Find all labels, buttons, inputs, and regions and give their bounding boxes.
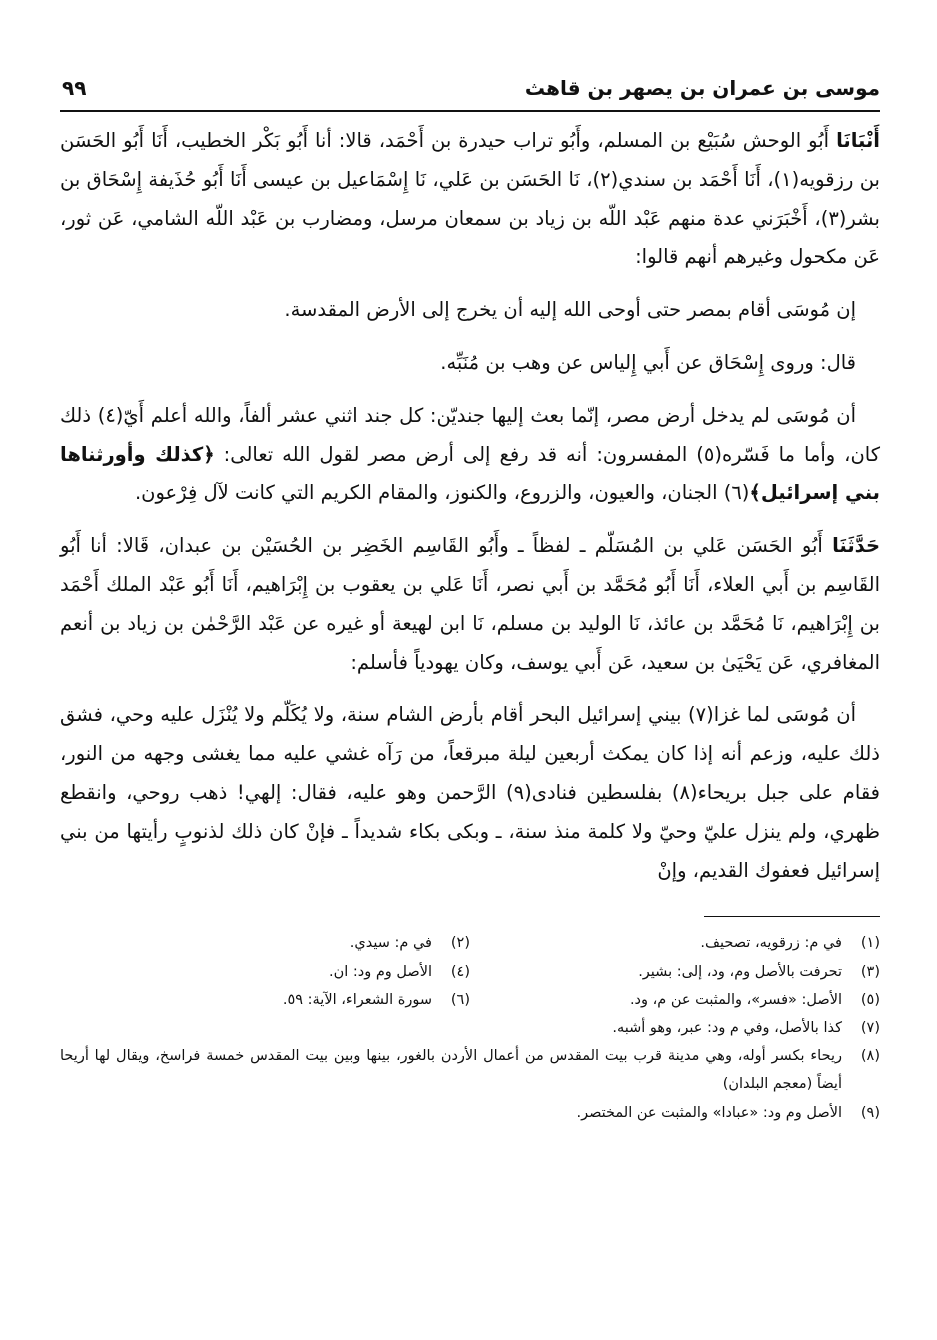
footnote-row xyxy=(60,986,880,1014)
footnote-number: (١) xyxy=(860,935,880,952)
isnad-lead-word: أَنْبَانَا xyxy=(836,129,880,152)
page-number: ٩٩ xyxy=(62,76,87,100)
footnote xyxy=(60,1042,880,1098)
paragraph-text: أن مُوسَى لم يدخل أرض مصر، إنّما بعث إليها جنديّن: كل جند اثني عشر ألفاً، والله أعلم أَيّ(٤) ذلك كان، وأما ما فَسّره(٥) المفسرون: أنه قد رفع إلى أرض مصر لقول الله تعالى: xyxy=(60,403,880,466)
paragraph-text: أَبُو الوحش سُبَيْع بن المسلم، وأَبُو تراب حيدرة بن أَحْمَد، قالا: أنا أَبُو بَكْر الخطيب، أَنَا أَبُو الحَسَن بن رزقويه(١)، أَنَا أَحْمَد بن سندي(٢)، نَا الحَسَن بن عَلي، نَا إِسْمَاعيل بن عيسى أَنَا أَبُو حُذَيفة إِسْحَاق بن بشر(٣)، أَخْبَرَني عدة منهم عَبْد اللّه بن زياد بن سمعان مرسل، ومضارب بن عَبْد اللّه الشامي، عَن ثور، عَن مكحول وغيرهم أنهم قالوا: xyxy=(60,129,880,269)
paragraph: إن مُوسَى أقام بمصر حتى أوحى الله إليه أن يخرج إلى الأرض المقدسة. xyxy=(284,298,856,322)
paragraph-gap xyxy=(60,682,880,696)
footnote-number: (٩) xyxy=(860,1104,880,1121)
paragraph-gap xyxy=(60,513,880,527)
footnote-text: تحرفت بالأصل وم، ود، إلى: بشير. xyxy=(638,963,842,980)
main-text xyxy=(60,122,880,890)
footnote-text: سورة الشعراء، الآية: ٥٩. xyxy=(282,991,432,1008)
footnote xyxy=(60,958,470,986)
paragraph: قال: وروى إِسْحَاق عن أَبي إِلياس عن وهب بن مُنَبِّه. xyxy=(440,350,856,374)
footnote-number: (٢) xyxy=(450,935,470,952)
footnote-number: (٣) xyxy=(860,963,880,980)
footnotes xyxy=(60,929,880,1126)
footnote-text: الأصل وم ود: ان. xyxy=(328,963,432,980)
footnote-text: الأصل وم ود: «عبادا» والمثبت عن المختصر. xyxy=(576,1104,842,1121)
footnote xyxy=(470,929,880,957)
footnote-number: (٥) xyxy=(860,991,880,1008)
paragraph-gap xyxy=(60,383,880,397)
isnad-lead-word: حَدَّثَنَا xyxy=(832,534,880,558)
footnote-text: في م: زرقويه، تصحيف. xyxy=(700,935,842,952)
footnote-text: في م: سيدي. xyxy=(349,935,432,952)
footnote-number: (٨) xyxy=(860,1048,880,1065)
footnote-text: الأصل: «فسر»، والمثبت عن م، ود. xyxy=(629,991,842,1008)
footnote-row xyxy=(60,958,880,986)
paragraph-gap xyxy=(60,330,880,344)
running-title: موسى بن عمران بن يصهر بن قاهث xyxy=(524,76,880,100)
footnote-text: كذا بالأصل، وفي م ود: عبر، وهو أشبه. xyxy=(612,1019,842,1036)
page-header xyxy=(60,70,880,112)
footnote-row xyxy=(60,929,880,957)
paragraph xyxy=(60,122,880,277)
paragraph-text: أَبُو الحَسَن عَلي بن المُسَلّم ـ لفظاً ـ وأَبُو القَاسِم الخَضِر بن الحُسَيْن بن عبدان، قَالا: أنا أَبُو القَاسِم بن أَبي العلاء، أَنَا أَبُو مُحَمَّد بن أَبي نصر، أَنَا عَلي بن يعقوب بن إِبْرَاهيم، أَنَا أَبُو عَبْد الملك أَحْمَد بن إِبْرَاهيم، نَا مُحَمَّد بن عائذ، نَا الوليد بن مسلم، نَا ابن لهيعة أو غيره عن عَبْد الرَّحْمٰن بن زياد بن أنعم المغافري، عَن يَحْيَىٰ بن سعيد، عَن أَبي يوسف، وكان يهودياً فأسلم: xyxy=(60,534,880,674)
paragraph xyxy=(60,397,880,513)
footnote-text: ريحاء بكسر أوله، وهي مدينة قرب بيت المقدس من أعمال الأردن بالغور، بينها وبين بيت المقدس خمسة فراسخ، ويقال لها أريحا أيضاً (معجم البلدان) xyxy=(60,1048,842,1093)
footnote-number: (٧) xyxy=(860,1019,880,1036)
footnote xyxy=(470,958,880,986)
footnote xyxy=(60,929,470,957)
footnote-number: (٦) xyxy=(450,991,470,1008)
book-page xyxy=(60,70,880,1310)
footnote-number: (٤) xyxy=(450,963,470,980)
footnote-separator xyxy=(704,916,880,917)
paragraph xyxy=(60,527,880,682)
footnote xyxy=(470,986,880,1014)
quran-verse: ﴿كذلك وأورثناها بني إسرائيل﴾ xyxy=(60,442,880,505)
footnote xyxy=(60,1099,880,1127)
paragraph: أن مُوسَى لما غزا(٧) بيني إسرائيل البحر أقام بأرض الشام سنة، ولا يُكَلّم ولا يُنْزَل عليه وحي، فشق ذلك عليه، وزعم أنه إذا كان يمكث أربعين ليلة مبرقعاً، من رَآه غشي عليه مما يغشى وجهه من النور، فقام على جبل بريحاء(٨) بفلسطين فنادى(٩) الرَّحمن وهو عليه، فقال: إلهي! ذهب روحي، وانقطع ظهري، ولم ينزل عليّ وحيّ ولا كلمة منذ سنة، ـ وبكى بكاء شديداً ـ فإنْ كان ذلك لذنوبٍ رأيتها من بني إسرائيل فعفوك القديم، وإنْ xyxy=(60,703,881,882)
footnote xyxy=(60,986,470,1014)
footnote xyxy=(60,1014,880,1042)
paragraph-gap xyxy=(60,277,880,291)
paragraph-text: (٦) الجنان، والعيون، والزروع، والكنوز، والمقام الكريم التي كانت لآل فِرْعون. xyxy=(134,481,750,505)
